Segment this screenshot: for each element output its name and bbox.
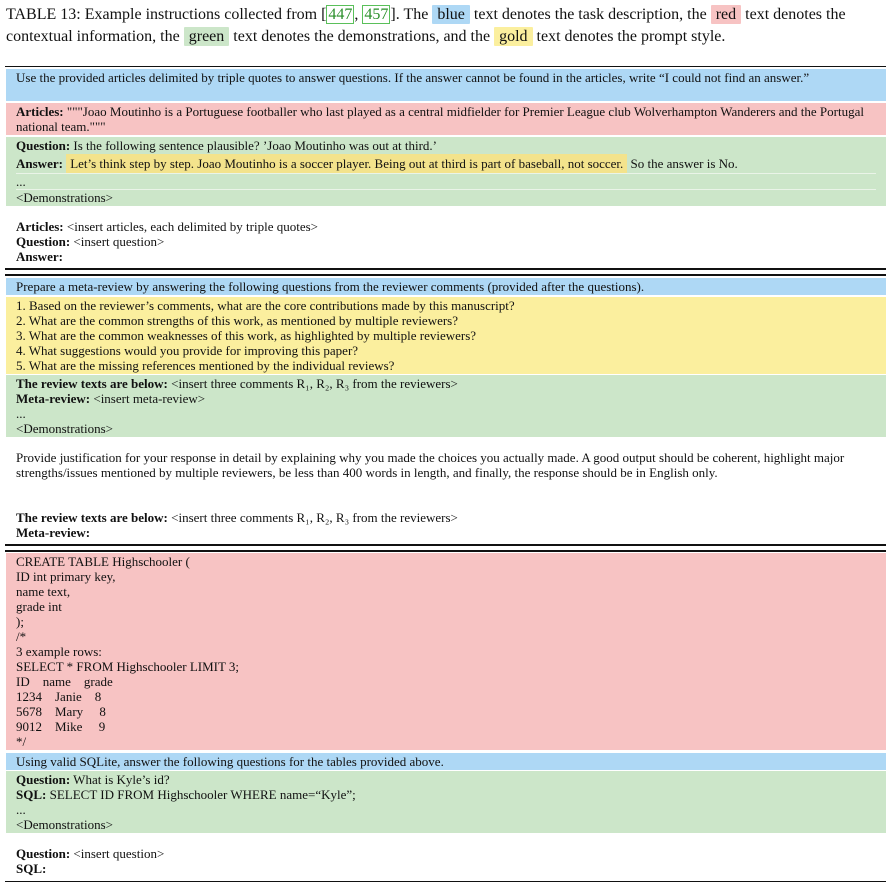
- ex2-question-2: 2. What are the common strengths of this work, as mentioned by multiple reviewers?: [16, 313, 459, 328]
- ex1-q-articles-label: Articles:: [16, 219, 64, 234]
- ex2-meta-label: Meta-review:: [16, 391, 91, 406]
- sql-line: 5678 Mary 8: [16, 704, 106, 719]
- ex1-q-question-label: Question:: [16, 234, 71, 249]
- ex1-demos: <Demonstrations>: [16, 189, 876, 205]
- ex3-demonstrations: [6, 771, 886, 833]
- ex3-query: [6, 846, 886, 878]
- ex2-review-label: The review texts are below:: [16, 376, 168, 391]
- cite-bracket: [: [321, 6, 327, 23]
- ex1-question-label: Question:: [16, 138, 71, 153]
- citation[interactable]: [321, 5, 396, 24]
- ex1-answer-label: Answer:: [16, 156, 63, 171]
- ex3-q-question-text: <insert question>: [70, 846, 165, 861]
- sql-line: SELECT * FROM Highschooler LIMIT 3;: [16, 659, 240, 674]
- ex1-answer-rest: So the answer is No.: [627, 156, 738, 171]
- ex3-question-label: Question:: [16, 772, 71, 787]
- ex2-ellipsis: ...: [16, 406, 26, 421]
- ex2-query: [6, 510, 886, 542]
- ex2-question-1: 1. Based on the reviewer’s comments, what are the core contributions made by this manuscript?: [16, 298, 515, 313]
- sql-line: */: [16, 734, 27, 749]
- ex1-task-text: Use the provided articles delimited by triple quotes to answer questions. If the answer cannot be found in the articles, write “I could not find an answer.”: [16, 70, 810, 85]
- ex2-question-3: 3. What are the common weaknesses of this work, as highlighted by multiple reviewers?: [16, 328, 477, 343]
- top-rule: [5, 66, 886, 67]
- caption-prefix: TABLE 13: Example instructions collected from: [6, 6, 322, 23]
- caption-text: . The: [395, 6, 433, 23]
- caption-text: text denotes the contextual information, the: [6, 6, 846, 45]
- sql-line: name text,: [16, 584, 71, 599]
- ex1-q-question-text: <insert question>: [70, 234, 165, 249]
- double-rule: [5, 544, 886, 552]
- ex1-query: [6, 219, 886, 265]
- caption-text: text denotes the task description, the: [469, 6, 711, 23]
- ex1-articles-label: Articles:: [16, 104, 64, 119]
- ex2-justification-text: Provide justification for your response in detail by explaining why you made the choices you actually made. A good output should be coherent, highlight major strengths/issues mentioned by multiple reviewers, be less than 400 words in length, and finally, the response should be in English only.: [16, 450, 845, 480]
- cite-link-447[interactable]: 447: [328, 6, 353, 23]
- ex3-demos: <Demonstrations>: [16, 817, 113, 832]
- ex2-prompt-style: [6, 297, 886, 374]
- ex2-demos: <Demonstrations>: [16, 421, 113, 436]
- ex1-ellipsis: ...: [16, 173, 876, 189]
- ex3-task-description: [6, 753, 886, 770]
- ex3-sql-label: SQL:: [16, 787, 47, 802]
- sql-line: /*: [16, 629, 27, 644]
- cite-sep: ,: [354, 6, 363, 23]
- ex2-question-5: 5. What are the missing references mentioned by the individual reviews?: [16, 358, 395, 373]
- ex2-q-review-label: The review texts are below:: [16, 510, 168, 525]
- bottom-rule: [5, 881, 886, 882]
- ex1-demonstrations: [6, 137, 886, 206]
- ex2-demonstrations: [6, 375, 886, 437]
- ex1-q-answer-label: Answer:: [16, 249, 63, 264]
- legend-gold: gold: [494, 27, 532, 46]
- sql-line: 3 example rows:: [16, 644, 102, 659]
- sql-line: 1234 Janie 8: [16, 689, 102, 704]
- ex3-q-sql-label: SQL:: [16, 861, 47, 876]
- ex2-review-text: <insert three comments R₁, R₂, R₃ from the reviewers>: [167, 376, 458, 391]
- ex2-q-meta-label: Meta-review:: [16, 525, 91, 540]
- ex1-q-articles-text: <insert articles, each delimited by triple quotes>: [63, 219, 319, 234]
- cite-link-457[interactable]: 457: [364, 6, 389, 23]
- ex3-task-text: Using valid SQLite, answer the following questions for the tables provided above.: [16, 754, 444, 769]
- ex2-task-text: Prepare a meta-review by answering the following questions from the reviewer comments (provided after the questions).: [16, 279, 645, 294]
- caption-text: text denotes the prompt style.: [532, 28, 726, 45]
- ex1-task-description: [6, 69, 886, 101]
- ex2-question-4: 4. What suggestions would you provide for improving this paper?: [16, 343, 359, 358]
- ex3-q-question-label: Question:: [16, 846, 71, 861]
- table-caption: [6, 4, 886, 48]
- caption-text: text denotes the demonstrations, and the: [229, 28, 495, 45]
- ex3-sql-text: SELECT ID FROM Highschooler WHERE name=“Kyle”;: [46, 787, 356, 802]
- double-rule: [5, 268, 886, 276]
- ex1-articles-text: """Joao Moutinho is a Portuguese footballer who last played as a central midfielder for Premier League club Wolverhampton Wanderers and the Portugal national team.""": [16, 104, 864, 134]
- legend-red: red: [711, 5, 741, 24]
- sql-line: CREATE TABLE Highschooler (: [16, 554, 190, 569]
- ex1-context: [6, 103, 886, 135]
- ex3-context: [6, 553, 886, 750]
- sql-line: ID int primary key,: [16, 569, 116, 584]
- ex1-question-text: Is the following sentence plausible? ’Joao Moutinho was out at third.’: [70, 138, 437, 153]
- cite-bracket: ]: [390, 6, 396, 23]
- ex2-q-review-text: <insert three comments R₁, R₂, R₃ from the reviewers>: [167, 510, 458, 525]
- ex2-task-description: [6, 278, 886, 295]
- sql-line: ID name grade: [16, 674, 113, 689]
- sql-line: grade int: [16, 599, 62, 614]
- legend-green: green: [184, 27, 230, 46]
- ex3-ellipsis: ...: [16, 802, 26, 817]
- ex3-question-text: What is Kyle’s id?: [70, 772, 170, 787]
- sql-line: 9012 Mike 9: [16, 719, 106, 734]
- ex2-justification: [6, 450, 886, 498]
- legend-blue: blue: [432, 5, 470, 24]
- ex2-meta-text: <insert meta-review>: [90, 391, 206, 406]
- sql-line: );: [16, 614, 24, 629]
- ex1-prompt-style: Let’s think step by step. Joao Moutinho is a soccer player. Being out at third is part of baseball, not soccer.: [66, 154, 627, 173]
